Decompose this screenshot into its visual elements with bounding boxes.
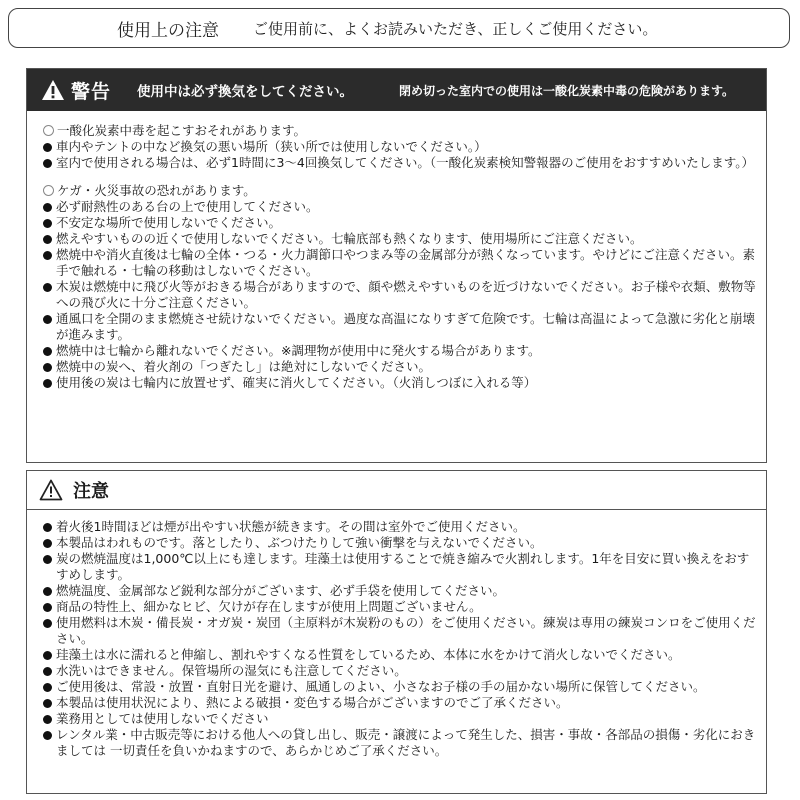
list-item: 商品の特性上、細かなヒビ、欠けが存在しますが使用上問題ございません。 (43, 599, 756, 615)
bullet-icon (43, 143, 52, 152)
caution-label: 注意 (73, 481, 109, 502)
bullet-icon (43, 251, 52, 260)
bullet-icon (43, 603, 52, 612)
bullet-icon (43, 379, 52, 388)
bullet-icon (43, 539, 52, 548)
warning-section (26, 68, 767, 463)
list-item: 必ず耐熱性のある台の上で使用してください。 (43, 199, 756, 215)
list-item: 燃焼中の炭へ、着火剤の「つぎたし」は絶対にしないでください。 (43, 359, 756, 375)
bullet-icon (43, 731, 52, 740)
bullet-icon (43, 715, 52, 724)
header-box (8, 8, 790, 48)
list-item: 着火後1時間ほどは煙が出やすい状態が続きます。その間は室外でご使用ください。 (43, 519, 756, 535)
list-item: 珪藻土は水に濡れると伸縮し、割れやすくなる性質をしているため、本体に水をかけて消火しないでください。 (43, 647, 756, 663)
bullet-icon (43, 651, 52, 660)
list-item: 本製品はわれものです。落としたり、ぶつけたりして強い衝撃を与えないでください。 (43, 535, 756, 551)
list-item: ご使用後は、常設・放置・直射日光を避け、風通しのよい、小さなお子様の手の届かない場所に保管してください。 (43, 679, 756, 695)
warning-group-fire (27, 183, 766, 391)
group-title: ケガ・火災事故の恐れがあります。 (43, 183, 756, 199)
caution-header (27, 471, 766, 510)
list-item: 燃焼中や消火直後は七輪の全体・つる・火力調節口やつまみ等の金属部分が熱くなっています。やけどにご注意ください。素手で触れる・七輪の移動はしないでください。 (43, 247, 756, 279)
bullet-icon (43, 283, 52, 292)
caution-list (27, 519, 766, 759)
caution-section (26, 470, 767, 794)
bullet-icon (43, 203, 52, 212)
bullet-icon (43, 219, 52, 228)
bullet-icon (43, 619, 52, 628)
list-item: レンタル業・中古販売等における他人への貸し出し、販売・譲渡によって発生した、損害・事故・各部品の損傷・劣化におきましては 一切責任を負いかねますので、あらかじめご了承ください。 (43, 727, 756, 759)
list-item: 不安定な場所で使用しないでください。 (43, 215, 756, 231)
list-item: 燃えやすいものの近くで使用しないでください。七輪底部も熱くなります、使用場所にご注意ください。 (43, 231, 756, 247)
warning-message: 使用中は必ず換気をしてください。 (137, 84, 354, 100)
bullet-icon (43, 587, 52, 596)
list-item: 業務用としては使用しないでください (43, 711, 756, 727)
header-subtitle: ご使用前に、よくお読みいただき、正しくご使用ください。 (253, 19, 658, 38)
warning-message-secondary: 閉め切った室内での使用は一酸化炭素中毒の危険があります。 (399, 83, 735, 98)
list-item: 燃焼温度、金属部など鋭利な部分がございます、必ず手袋を使用してください。 (43, 583, 756, 599)
list-item: 水洗いはできません。保管場所の湿気にも注意してください。 (43, 663, 756, 679)
group-title: 一酸化炭素中毒を起こすおそれがあります。 (43, 123, 756, 139)
list-item: 炭の燃焼温度は1,000℃以上にも達します。珪藻土は使用することで焼き縮みで火割れします。1年を目安に買い換えをおすすめします。 (43, 551, 756, 583)
bullet-icon (43, 159, 52, 168)
bullet-icon (43, 363, 52, 372)
list-item: 燃焼中は七輪から離れないでください。※調理物が使用中に発火する場合があります。 (43, 343, 756, 359)
bullet-icon (43, 667, 52, 676)
bullet-icon (43, 315, 52, 324)
bullet-icon (43, 523, 52, 532)
warning-label: 警告 (71, 80, 112, 103)
list-item: 使用燃料は木炭・備長炭・オガ炭・炭団（主原料が木炭粉のもの）をご使用ください。練炭は専用の練炭コンロをご使用ください。 (43, 615, 756, 647)
bullet-icon (43, 683, 52, 692)
bullet-icon (43, 235, 52, 244)
warning-bar (27, 69, 766, 111)
warning-icon (41, 79, 65, 101)
ring-icon (43, 125, 54, 136)
list-item: 本製品は使用状況により、熱による破損・変色する場合がございますのでご了承ください。 (43, 695, 756, 711)
list-item: 通風口を全開のまま燃焼させ続けないでください。過度な高温になりすぎて危険です。七輪は高温によって急激に劣化と崩壊が進みます。 (43, 311, 756, 343)
list-item: 室内で使用される場合は、必ず1時間に3～4回換気してください。（一酸化炭素検知警報器のご使用をおすすめいたします。） (43, 155, 756, 171)
list-item: 木炭は燃焼中に飛び火等がおきる場合がありますので、顔や燃えやすいものを近づけないでください。お子様や衣類、敷物等への飛び火に十分ご注意ください。 (43, 279, 756, 311)
caution-icon (39, 479, 63, 501)
bullet-icon (43, 699, 52, 708)
list-item: 使用後の炭は七輪内に放置せず、確実に消火してください。（火消しつぼに入れる等） (43, 375, 756, 391)
warning-group-co (27, 123, 766, 171)
bullet-icon (43, 347, 52, 356)
header-title: 使用上の注意 (117, 20, 219, 41)
list-item: 車内やテントの中など換気の悪い場所（狭い所では使用しないでください。） (43, 139, 756, 155)
bullet-icon (43, 555, 52, 564)
ring-icon (43, 185, 54, 196)
